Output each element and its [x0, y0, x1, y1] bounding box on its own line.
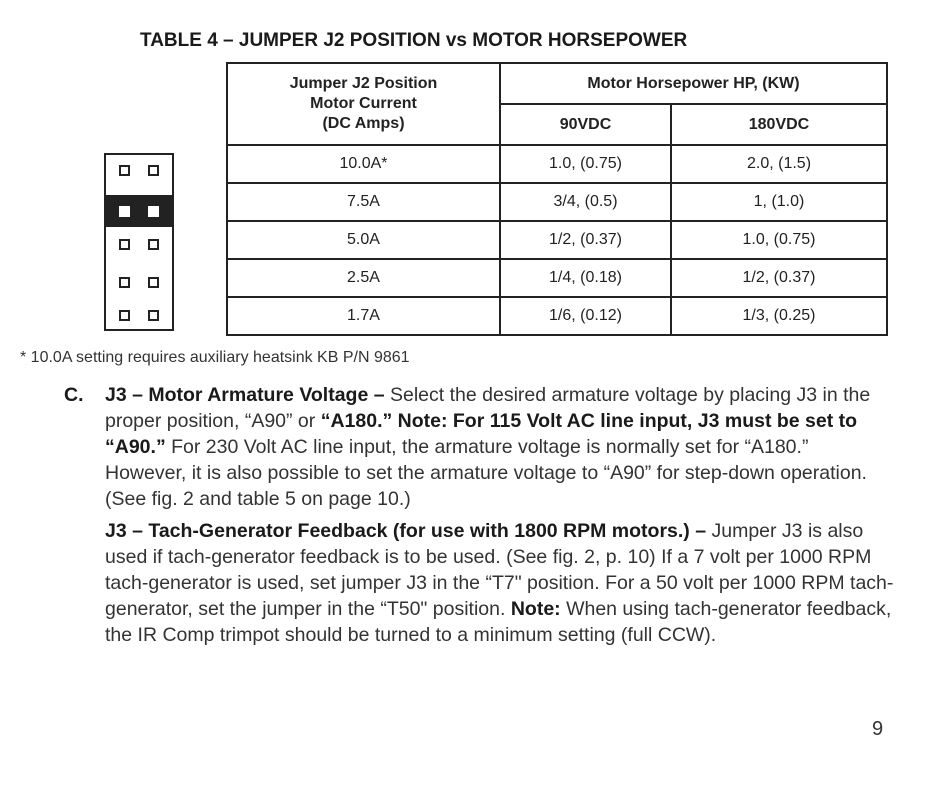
- table-row: [227, 183, 887, 221]
- pin-icon: [119, 206, 130, 217]
- cell-current: 1.7A: [227, 297, 500, 335]
- jumper-pin-row: [106, 234, 172, 254]
- pin-icon: [148, 277, 159, 288]
- horsepower-table: [226, 62, 888, 336]
- page-number: 9: [872, 718, 884, 740]
- cell-hp-90: 1/4, (0.18): [500, 259, 671, 297]
- cell-hp-90: 1.0, (0.75): [500, 145, 671, 183]
- table-row: [227, 221, 887, 259]
- jumper-pin-row: [106, 160, 172, 180]
- jumper-j2-diagram: [104, 153, 174, 331]
- table-title: TABLE 4 – JUMPER J2 POSITION vs MOTOR HORSEPOWER: [140, 30, 688, 51]
- para-text: Select the desired armature voltage by placing J3 in the proper position, “A90” or: [105, 384, 871, 432]
- paragraph-armature-voltage: [105, 382, 895, 512]
- cell-hp-90: 1/2, (0.37): [500, 221, 671, 259]
- jumper-pin-row-active: [106, 195, 172, 227]
- header-jumper-position: [227, 63, 500, 145]
- cell-hp-180: 1.0, (0.75): [671, 221, 887, 259]
- paragraph-tach-feedback: [105, 518, 895, 648]
- pin-icon: [148, 310, 159, 321]
- table-row: [227, 145, 887, 183]
- jumper-pin-row: [106, 272, 172, 292]
- pin-icon: [119, 165, 130, 176]
- pin-icon: [148, 239, 159, 250]
- cell-current: 7.5A: [227, 183, 500, 221]
- cell-hp-180: 1, (1.0): [671, 183, 887, 221]
- para-text: Jumper J3 is also used if tach-generator feedback is to be used. (See fig. 2, p. 10) If a 7 volt per 1000 RPM tach-generator is used, set jumper J3 in the “T7" position. For a 50 volt per 1000 RPM tach-generator, set the jumper in the “T50" position.: [105, 520, 894, 620]
- cell-hp-180: 1/2, (0.37): [671, 259, 887, 297]
- table-row: [227, 297, 887, 335]
- para-note: “A180.” Note: For 115 Volt AC line input, J3 must be set to “A90.”: [105, 410, 858, 458]
- cell-hp-90: 1/6, (0.12): [500, 297, 671, 335]
- header-col1-line2: Motor Current: [310, 95, 417, 112]
- para-note: Note:: [510, 598, 561, 620]
- para-heading: J3 – Tach-Generator Feedback (for use with 1800 RPM motors.) –: [105, 520, 707, 542]
- cell-hp-90: 3/4, (0.5): [500, 183, 671, 221]
- para-heading: J3 – Motor Armature Voltage –: [105, 384, 385, 406]
- section-label: C.: [64, 384, 84, 406]
- cell-current: 2.5A: [227, 259, 500, 297]
- header-180vdc: 180VDC: [671, 104, 887, 145]
- cell-current: 10.0A*: [227, 145, 500, 183]
- header-col1-line1: Jumper J2 Position: [289, 75, 438, 92]
- cell-hp-180: 1/3, (0.25): [671, 297, 887, 335]
- cell-hp-180: 2.0, (1.5): [671, 145, 887, 183]
- header-motor-horsepower: Motor Horsepower HP, (KW): [500, 63, 887, 104]
- pin-icon: [148, 206, 159, 217]
- para-text: For 230 Volt AC line input, the armature voltage is normally set for “A180.” However, it is also possible to set the armature voltage to “A90” for step-down operation. (See fig. 2 and table 5 on page 10.): [105, 436, 867, 510]
- pin-icon: [119, 310, 130, 321]
- para-text: When using tach-generator feedback, the IR Comp trimpot should be turned to a minimum setting (full CCW).: [105, 598, 892, 646]
- pin-icon: [148, 165, 159, 176]
- header-90vdc: 90VDC: [500, 104, 671, 145]
- cell-current: 5.0A: [227, 221, 500, 259]
- jumper-pin-row: [106, 305, 172, 325]
- table-footnote: * 10.0A setting requires auxiliary heatsink KB P/N 9861: [20, 349, 410, 366]
- table-row: [227, 259, 887, 297]
- header-col1-line3: (DC Amps): [322, 115, 405, 132]
- pin-icon: [119, 277, 130, 288]
- pin-icon: [119, 239, 130, 250]
